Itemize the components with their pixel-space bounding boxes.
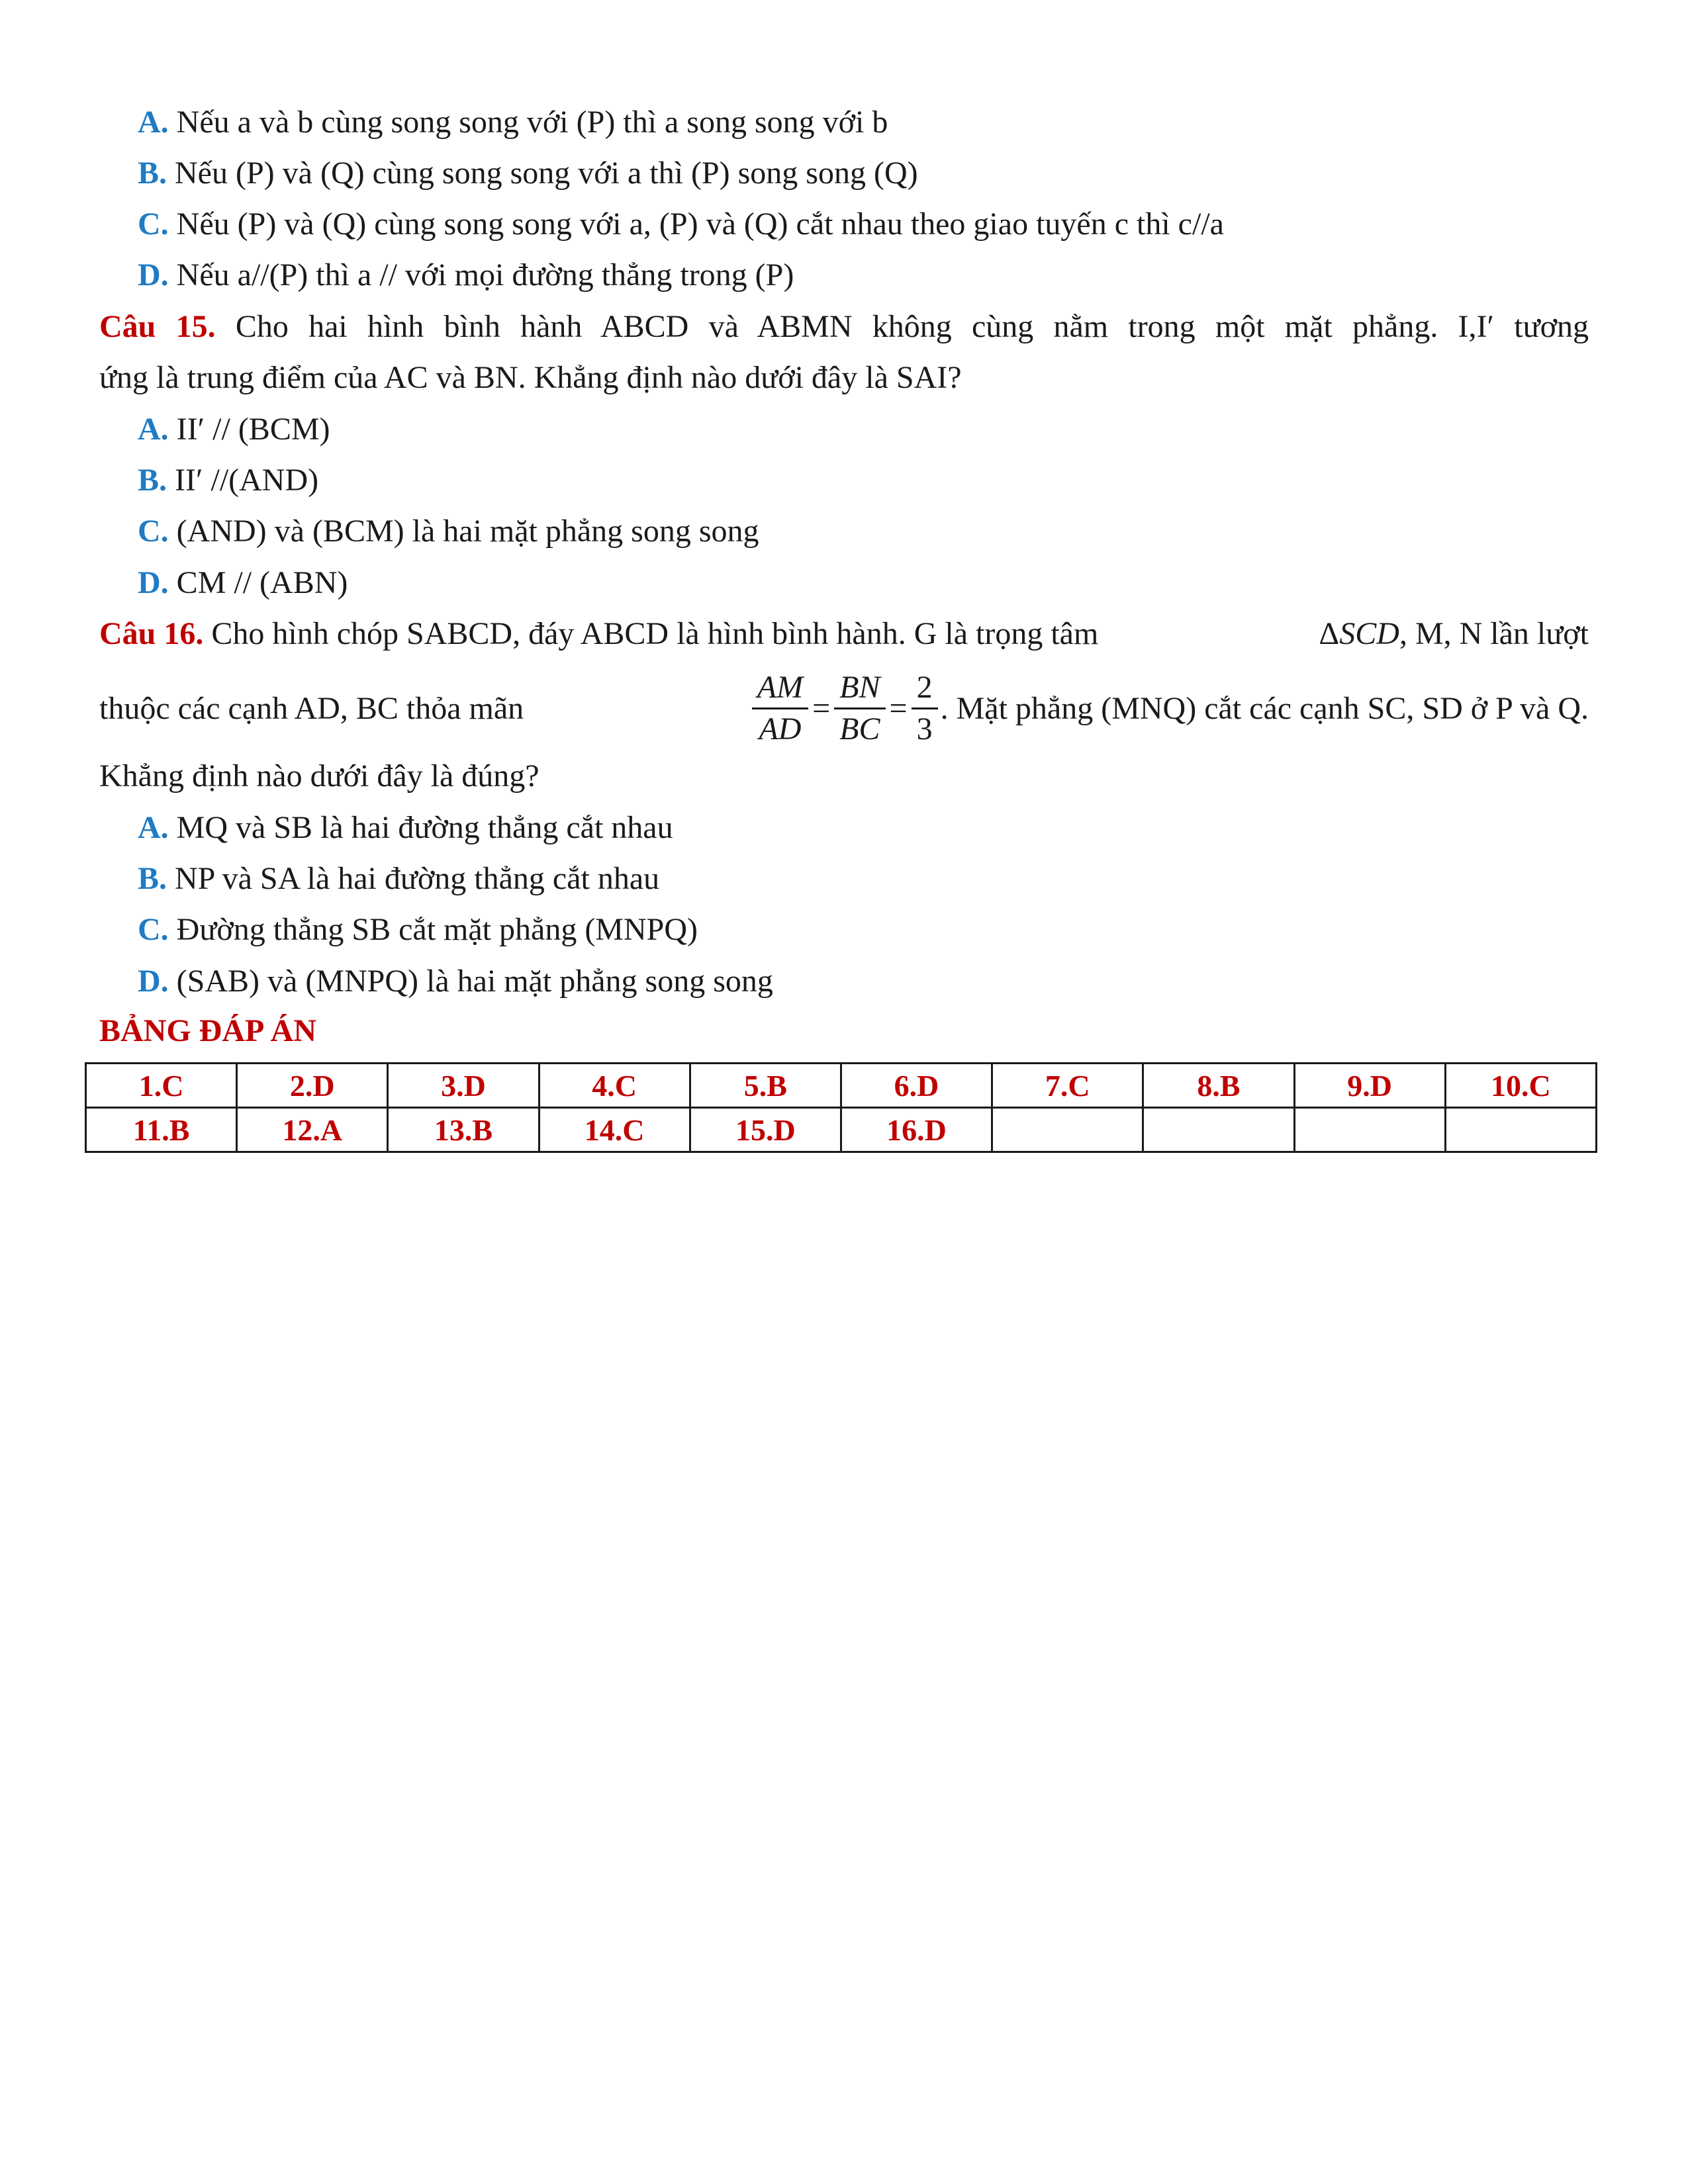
q15-option-d (138, 563, 348, 603)
q16-stem-line2 (99, 665, 1589, 751)
fraction-bn-bc (834, 668, 885, 749)
triangle-symbol: Δ (1319, 616, 1340, 651)
answer-cell (1294, 1108, 1445, 1152)
option-text: II′ // (BCM) (168, 412, 330, 447)
question-text: thuộc các cạnh AD, BC thỏa mãn (99, 690, 524, 726)
option-text: (AND) và (BCM) là hai mặt phẳng song song (168, 514, 759, 549)
option-text: CM // (ABN) (168, 565, 348, 600)
answer-cell: 15.D (690, 1108, 841, 1152)
q14-option-b (138, 154, 918, 193)
ratio-equation (749, 668, 1589, 749)
question-text: . Mặt phẳng (MNQ) cắt các cạnh SC, SD ở P và Q. (940, 690, 1589, 726)
option-label: D. (138, 257, 169, 293)
q14-option-d (138, 255, 794, 295)
question-text: Cho hình chóp SABCD, đáy ABCD là hình bình hành. G là trọng tâm (203, 616, 1099, 651)
fraction-denominator: BC (839, 711, 880, 747)
option-label: C. (138, 206, 169, 242)
option-label: A. (138, 412, 169, 447)
table-row (86, 1064, 1597, 1108)
answer-cell: 1.C (86, 1064, 237, 1108)
answer-cell: 10.C (1445, 1064, 1596, 1108)
answer-table (85, 1062, 1597, 1153)
answer-cell: 5.B (690, 1064, 841, 1108)
question-text: Khẳng định nào dưới đây là đúng? (99, 758, 539, 794)
fraction-numerator: BN (834, 668, 885, 709)
option-label: C. (138, 912, 169, 947)
option-text: (SAB) và (MNPQ) là hai mặt phẳng song song (168, 964, 773, 999)
answer-cell: 8.B (1143, 1064, 1294, 1108)
answer-cell: 6.D (841, 1064, 992, 1108)
question-text: Cho hai hình bình hành ABCD và ABMN không cùng nằm trong một mặt phẳng. I,I′ tương (215, 309, 1589, 344)
triangle-name: SCD (1339, 616, 1399, 651)
question-label: Câu 16. (99, 616, 204, 651)
option-label: D. (138, 964, 169, 999)
option-label: D. (138, 565, 169, 600)
question-text: , M, N lần lượt (1399, 616, 1589, 651)
fraction-two-thirds (912, 668, 938, 749)
fraction-numerator: 2 (912, 668, 938, 709)
q16-option-a (138, 808, 673, 848)
option-text: II′ //(AND) (167, 463, 319, 498)
option-label: B. (138, 156, 167, 191)
option-text: NP và SA là hai đường thẳng cắt nhau (167, 861, 660, 896)
option-label: C. (138, 514, 169, 549)
answer-cell: 9.D (1294, 1064, 1445, 1108)
answer-cell: 4.C (539, 1064, 690, 1108)
answer-cell: 7.C (992, 1064, 1143, 1108)
answer-cell (1445, 1108, 1596, 1152)
option-text: Đường thẳng SB cắt mặt phẳng (MNPQ) (168, 912, 698, 947)
option-text: Nếu (P) và (Q) cùng song song với a thì (P) song song (Q) (167, 156, 918, 191)
q16-stem-line1 (99, 614, 1589, 654)
answer-cell: 2.D (237, 1064, 388, 1108)
q16-option-d (138, 962, 773, 1001)
q15-stem-line2 (99, 358, 1589, 398)
answer-cell: 13.B (388, 1108, 539, 1152)
q15-stem-line1 (99, 307, 1589, 347)
question-label: Câu 15. (99, 309, 216, 344)
option-label: A. (138, 105, 169, 140)
option-text: Nếu a và b cùng song song với (P) thì a song song với b (168, 105, 888, 140)
equals-sign: = (889, 690, 908, 726)
answer-cell (992, 1108, 1143, 1152)
answer-cell: 3.D (388, 1064, 539, 1108)
option-label: B. (138, 463, 167, 498)
q16-option-c (138, 910, 698, 950)
q15-option-c (138, 512, 759, 551)
q16-option-b (138, 859, 659, 899)
equals-sign: = (812, 690, 831, 726)
answer-table-title: BẢNG ĐÁP ÁN (99, 1013, 317, 1048)
question-text: ứng là trung điểm của AC và BN. Khẳng định nào dưới đây là SAI? (99, 360, 962, 395)
answer-cell: 11.B (86, 1108, 237, 1152)
option-label: B. (138, 861, 167, 896)
answer-cell: 12.A (237, 1108, 388, 1152)
fraction-denominator: 3 (916, 711, 933, 747)
q16-stem-line3 (99, 756, 1589, 796)
answer-cell: 16.D (841, 1108, 992, 1152)
option-text: MQ và SB là hai đường thẳng cắt nhau (168, 810, 673, 845)
option-text: Nếu a//(P) thì a // với mọi đường thẳng trong (P) (168, 257, 794, 293)
fraction-numerator: AM (752, 668, 808, 709)
answer-cell (1143, 1108, 1294, 1152)
answer-cell: 14.C (539, 1108, 690, 1152)
table-row (86, 1108, 1597, 1152)
fraction-denominator: AD (759, 711, 802, 747)
q14-option-c (138, 205, 1224, 244)
option-text: Nếu (P) và (Q) cùng song song với a, (P) và (Q) cắt nhau theo giao tuyến c thì c//a (168, 206, 1224, 242)
option-label: A. (138, 810, 169, 845)
fraction-am-ad (752, 668, 808, 749)
q15-option-a (138, 410, 330, 449)
q15-option-b (138, 461, 318, 500)
q14-option-a (138, 103, 888, 142)
